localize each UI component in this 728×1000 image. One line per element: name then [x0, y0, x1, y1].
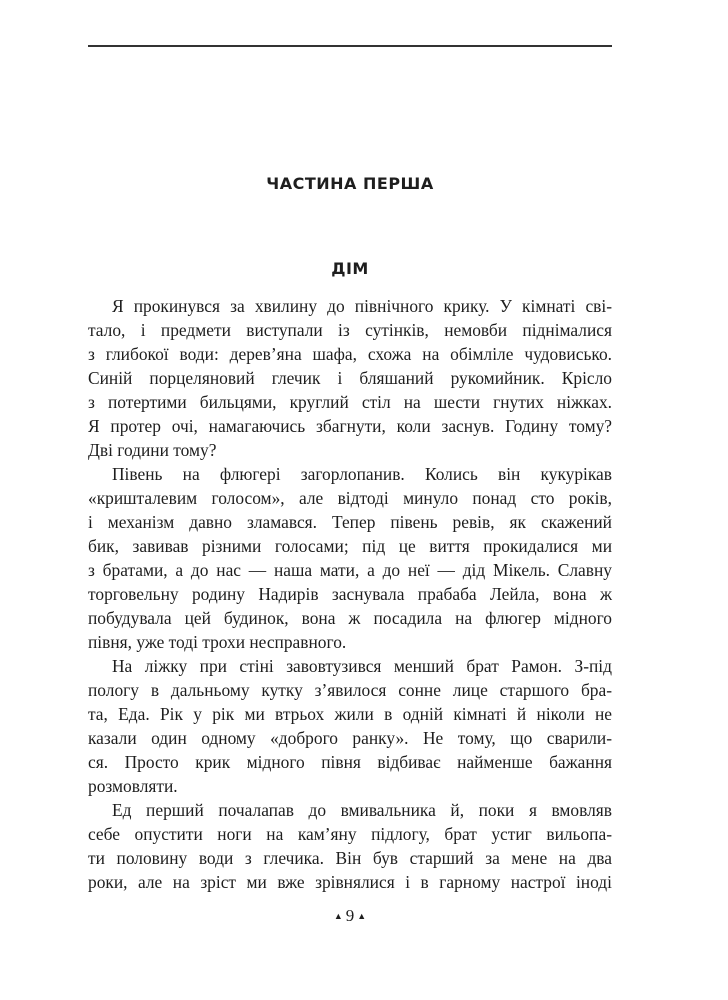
- text-line: Ед перший почалапав до вмивальника й, поки я вмовляв: [112, 800, 612, 820]
- text-line: тало, і предмети виступали із сутінків, немовби піднімалися: [88, 320, 612, 340]
- text-line: та, Еда. Рік у рік ми втрьох жили в одній кімнаті й ніколи не: [88, 704, 612, 724]
- text-line: На ліжку при стіні завовтузився менший брат Рамон. З-під: [112, 656, 612, 676]
- triangle-up-icon: ▲: [357, 911, 367, 921]
- text-line: з братами, а до нас — наша мати, а до неї — дід Мікель. Славну: [88, 560, 612, 580]
- text-line: пологу в дальньому кутку з’явилося сонне лице старшого бра-: [88, 680, 612, 700]
- text-line: Я протер очі, намагаючись збагнути, коли заснув. Годину тому?: [88, 416, 612, 436]
- text-line: казали один одному «доброго ранку». Не тому, що сварили-: [88, 728, 612, 748]
- text-line: і механізм давно зламався. Тепер півень ревів, як скажений: [88, 512, 612, 532]
- page-number-footer: [0, 906, 700, 926]
- chapter-title: ДІМ: [331, 259, 369, 278]
- paragraph: [88, 654, 612, 798]
- text-line: роки, але на зріст ми вже зрівнялися і в гарному настрої іноді: [88, 872, 612, 892]
- page-number: 9: [345, 906, 355, 925]
- text-line: побудувала цей будинок, вона ж посадила на флюгер мідного: [88, 608, 612, 628]
- text-line: Синій порцеляновий глечик і бляшаний рукомийник. Крісло: [88, 368, 612, 388]
- text-line: Дві години тому?: [88, 440, 217, 460]
- part-title: ЧАСТИНА ПЕРША: [266, 174, 434, 193]
- text-line: торговельну родину Надирів заснувала прабаба Лейла, вона ж: [88, 584, 612, 604]
- paragraph: [88, 462, 612, 654]
- text-line: з потертими бильцями, круглий стіл на шести гнутих ніжках.: [88, 392, 612, 412]
- text-line: «кришталевим голосом», але відтоді минуло понад сто років,: [88, 488, 612, 508]
- text-line: з глибокої води: дерев’яна шафа, схожа на обімліле чудовисько.: [88, 344, 612, 364]
- text-line: себе опустити ноги на кам’яну підлогу, брат устиг вильопа-: [88, 824, 612, 844]
- body-text: [88, 294, 612, 894]
- text-line: півня, уже тоді трохи несправного.: [88, 632, 347, 652]
- header-rule: [88, 45, 612, 47]
- paragraph: [88, 798, 612, 894]
- text-line: Я прокинувся за хвилину до північного крику. У кімнаті сві-: [112, 296, 612, 316]
- text-line: розмовляти.: [88, 776, 178, 796]
- triangle-up-icon: ▲: [333, 911, 343, 921]
- paragraph: [88, 294, 612, 462]
- text-line: ти половину води з глечика. Він був старший за мене на два: [88, 848, 612, 868]
- text-line: ся. Просто крик мідного півня відбиває найменше бажання: [88, 752, 612, 772]
- text-line: бик, завивав різними голосами; під це виття прокидалися ми: [88, 536, 612, 556]
- text-line: Півень на флюгері загорлопанив. Колись він кукурікав: [112, 464, 612, 484]
